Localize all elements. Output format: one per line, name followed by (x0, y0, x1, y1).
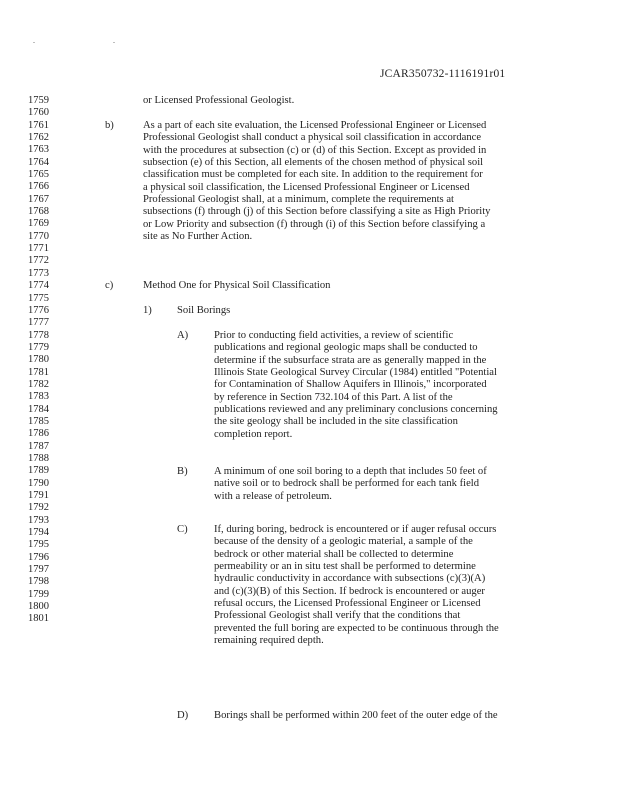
line-number: 1800 (28, 601, 49, 613)
line-number: 1768 (28, 206, 49, 218)
subsection-1-heading (177, 305, 230, 317)
line-number: 1787 (28, 440, 49, 452)
line-number: 1778 (28, 329, 49, 341)
line-number: 1786 (28, 428, 49, 440)
line-number: 1801 (28, 613, 49, 625)
paragraph-c-heading (143, 280, 330, 292)
text-line: remaining required depth. (214, 635, 324, 647)
text-line: with a release of petroleum. (214, 490, 332, 502)
text-line: A minimum of one soil boring to a depth that includes 50 feet of (214, 466, 487, 477)
continuation-text (143, 95, 294, 107)
text-line: Method One for Physical Soil Classification (143, 280, 331, 291)
text-line: permeability or an in situ test shall be performed to determine (214, 561, 476, 573)
subsection-1-marker: 1) (143, 305, 152, 316)
text-line: the site geology shall be included in the site classification (214, 416, 458, 428)
line-number: 1799 (28, 588, 49, 600)
line-number: 1775 (28, 292, 49, 304)
line-number: 1784 (28, 403, 49, 415)
text-line: Professional Geologist shall conduct a physical soil classification in accordance (143, 132, 482, 144)
text-line: Prior to conducting field activities, a review of scientific (214, 330, 454, 341)
item-A-text (214, 330, 498, 441)
line-number: 1776 (28, 304, 49, 316)
line-number: 1793 (28, 514, 49, 526)
item-B-marker: B) (177, 466, 188, 477)
line-number: 1761 (28, 119, 49, 131)
line-number: 1781 (28, 366, 49, 378)
text-line: because of the density of a geologic material, a sample of the (214, 536, 473, 548)
line-number: 1767 (28, 193, 49, 205)
text-line: or Licensed Professional Geologist. (143, 95, 295, 106)
item-A-marker: A) (177, 330, 189, 341)
text-line: hydraulic conductivity in accordance with subsections (c)(3)(A) (214, 573, 486, 585)
text-line: Professional Geologist shall verify that the conditions that (214, 610, 461, 622)
line-number: 1789 (28, 465, 49, 477)
line-number-column (28, 95, 68, 626)
text-line: Borings shall be performed within 200 feet of the outer edge of the (214, 710, 498, 721)
line-number: 1780 (28, 354, 49, 366)
text-line: with the procedures at subsection (c) or (d) of this Section. Except as provided in (143, 144, 487, 156)
text-line: site as No Further Action. (143, 231, 253, 243)
item-D-marker: D) (177, 710, 189, 721)
text-line: completion report. (214, 428, 293, 440)
line-number: 1777 (28, 317, 49, 329)
line-number: 1774 (28, 280, 49, 292)
line-number: 1764 (28, 156, 49, 168)
line-number: 1763 (28, 144, 49, 156)
text-line: determine if the subsurface strata are as generally mapped in the (214, 354, 487, 366)
item-C-marker: C) (177, 524, 188, 535)
text-line: publications and regional geologic maps shall be conducted to (214, 342, 478, 354)
line-number: 1769 (28, 218, 49, 230)
item-D-text (214, 710, 498, 722)
line-number: 1798 (28, 576, 49, 588)
line-number: 1792 (28, 502, 49, 514)
text-line: If, during boring, bedrock is encountered or if auger refusal occurs (214, 524, 497, 535)
text-line: for Contamination of Shallow Aquifers in Illinois," incorporated (214, 379, 487, 391)
line-number: 1760 (28, 107, 49, 119)
scan-specks: . . (33, 36, 153, 45)
paragraph-c-marker: c) (105, 280, 114, 291)
paragraph-b-text (143, 120, 490, 243)
text-line: a physical soil classification, the Licensed Professional Engineer or Licensed (143, 181, 470, 193)
line-number: 1779 (28, 341, 49, 353)
line-number: 1790 (28, 477, 49, 489)
text-line: classification must be completed for each site. In addition to the requirement for (143, 169, 483, 181)
item-C-text (214, 524, 499, 647)
text-line: As a part of each site evaluation, the Licensed Professional Engineer or Licensed (143, 120, 487, 131)
line-number: 1782 (28, 378, 49, 390)
text-line: Soil Borings (177, 305, 231, 316)
line-number: 1770 (28, 230, 49, 242)
text-line: native soil or to bedrock shall be performed for each tank field (214, 478, 480, 490)
text-line: Professional Geologist shall, at a minimum, complete the requirements at (143, 194, 454, 206)
item-B-text (214, 466, 487, 503)
line-number: 1797 (28, 564, 49, 576)
line-number: 1772 (28, 255, 49, 267)
document-id-header: JCAR350732-1116191r01 (380, 68, 506, 80)
line-number: 1794 (28, 527, 49, 539)
line-number: 1795 (28, 539, 49, 551)
line-number: 1783 (28, 391, 49, 403)
text-line: publications reviewed and any preliminary conclusions concerning (214, 404, 498, 416)
line-number: 1785 (28, 415, 49, 427)
line-number: 1796 (28, 551, 49, 563)
text-line: prevented the full boring are expected to be continuous through the (214, 622, 499, 634)
paragraph-b-marker: b) (105, 120, 114, 131)
text-line: and (c)(3)(B) of this Section. If bedrock is encountered or auger (214, 585, 485, 597)
text-line: Illinois State Geological Survey Circular (1984) entitled "Potential (214, 367, 497, 379)
text-line: bedrock or other material shall be collected to determine (214, 548, 454, 560)
line-number: 1762 (28, 132, 49, 144)
text-line: by reference in Section 732.104 of this Part. A list of the (214, 391, 453, 403)
line-number: 1773 (28, 267, 49, 279)
text-line: subsection (e) of this Section, all elements of the chosen method of physical soil (143, 157, 484, 169)
line-number: 1791 (28, 490, 49, 501)
line-number: 1766 (28, 181, 49, 193)
line-number: 1771 (28, 243, 49, 255)
text-line: subsections (f) through (j) of this Section before classifying a site as High Priority (143, 206, 491, 218)
line-number: 1788 (28, 452, 49, 464)
line-number: 1759 (28, 95, 49, 106)
text-line: or Low Priority and subsection (f) through (i) of this Section before classifying a (143, 218, 486, 230)
text-line: refusal occurs, the Licensed Professional Engineer or Licensed (214, 598, 481, 610)
line-number: 1765 (28, 169, 49, 181)
